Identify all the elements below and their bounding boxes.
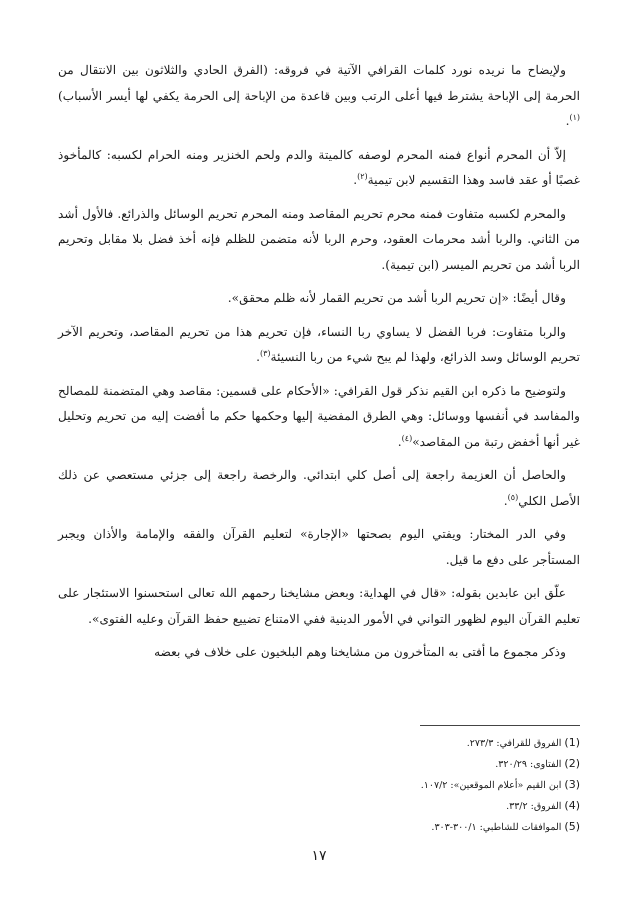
paragraph-text: وذكر مجموع ما أفتى به المتأخرون من مشايخنا وهم البلخيون على خلاف في بعضه [154,645,566,659]
footnote [58,817,580,838]
footnote [58,754,580,775]
footnote-text: ابن القيم «أعلام الموقعين»: ١٠٧/٢. [420,780,562,791]
footnote-number: (4) [564,799,580,812]
footnote-text: الفروق: ٣٣/٢. [506,801,562,812]
footnote-number: (3) [564,778,580,791]
paragraph [58,286,580,312]
page-number: ١٧ [311,848,327,864]
paragraph [58,522,580,573]
footnote-ref[interactable]: (٢) [357,171,368,181]
page-body [58,58,580,674]
footnote-text: الموافقات للشاطبي: ٣٠٠/١-٣٠٣. [431,822,562,833]
paragraph-text: والحاصل أن العزيمة راجعة إلى أصل كلي ابتدائي. والرخصة راجعة إلى جزئي مستعصي عن ذلك الأصل الكلي [58,468,580,508]
footnote [58,775,580,796]
footnote-number: (5) [564,820,580,833]
paragraph-text: والمحرم لكسبه متفاوت فمنه محرم تحريم المقاصد ومنه المحرم تحريم الوسائل والذرائع. فالأول أشد من الثاني. والربا أشد محرمات العقود، وحرم الربا لأنه متضمن للظلم فإنه أخذ فضل بلا مقابل وتحريم الربا أشد من تحريم الميسر (ابن تيمية). [58,206,580,272]
footnote [58,796,580,817]
footnote-ref[interactable]: (١) [569,112,580,122]
footnote [58,733,580,754]
paragraph [58,143,580,194]
paragraph [58,202,580,279]
paragraph-text: وفي الدر المختار: ويفتي اليوم بصحتها «الإجارة» لتعليم القرآن والفقه والإمامة والأذان ويجبر المستأجر على دفع ما قيل. [58,527,580,567]
paragraph [58,379,580,456]
footnote-number: (1) [564,736,580,749]
paragraph-end: . [353,173,358,187]
footnote-number: (2) [564,757,580,770]
footnote-ref[interactable]: (٣) [260,348,271,358]
paragraph [58,320,580,371]
paragraph-text: وقال أيضًا: «إن تحريم الربا أشد من تحريم القمار لأنه ظلم محقق». [227,291,566,305]
paragraph-end: . [397,434,402,449]
paragraph [58,640,580,666]
paragraph-end: . [256,350,260,364]
paragraph-end: . [565,114,570,128]
footnote-ref[interactable]: (٤) [401,433,413,443]
footnote-divider [420,725,580,726]
paragraph [58,581,580,632]
paragraph [58,463,580,514]
paragraph-text: علّق ابن عابدين بقوله: «قال في الهداية: وبعض مشايخنا رحمهم الله تعالى استحسنوا الاستئجار على تعليم القرآن اليوم لظهور التواني في الأمور الدينية ففي الامتناع تضييع حفظ القرآن وعليه الفتوى». [58,586,580,626]
paragraph-text: إلاّ أن المحرم أنواع فمنه المحرم لوصفه كالميتة والدم ولحم الخنزير ومنه الحرام لكسبه: كالمأخوذ غصبًا أو عقد فاسد وهذا التقسيم لابن تيمية [58,147,580,187]
paragraph-text: والربا متفاوت: فربا الفضل لا يساوي ربا النساء، فإن تحريم هذا من تحريم المقاصد، وتحريم الآخر تحريم الوسائل وسد الذرائع، ولهذا لم يبح شيء من ربا النسيئة [58,324,580,364]
footnote-text: الفتاوى: ٣٢٠/٢٩. [495,759,562,770]
paragraph [58,58,580,135]
paragraph-text: ولتوضيح ما ذكره ابن القيم نذكر قول القرافي: «الأحكام على قسمين: مقاصد وهي المتضمنة للمصالح والمفاسد في أنفسها ووسائل: وهي الطرق المفضية إليها وحكمها حكم ما أفضت إليه من تحريم وتحليل غير أنها أخفض رتبة من المقاصد» [58,383,580,449]
paragraph-text: ولإيضاح ما نريده نورد كلمات القرافي الآتية في فروقه: (الفرق الحادي والثلاثون بين الانتقال من الحرمة إلى الإباحة يشترط فيها أعلى الرتب وبين قاعدة من الإباحة إلى الحرمة يكفي لها أيسر الأسباب) [58,63,580,103]
footnote-ref[interactable]: (٥) [507,492,519,502]
paragraph-end: . [503,493,508,508]
footnote-text: الفروق للقرافي: ٢٧٣/٣. [466,738,562,749]
body-text [58,58,580,666]
footnotes [58,733,580,838]
